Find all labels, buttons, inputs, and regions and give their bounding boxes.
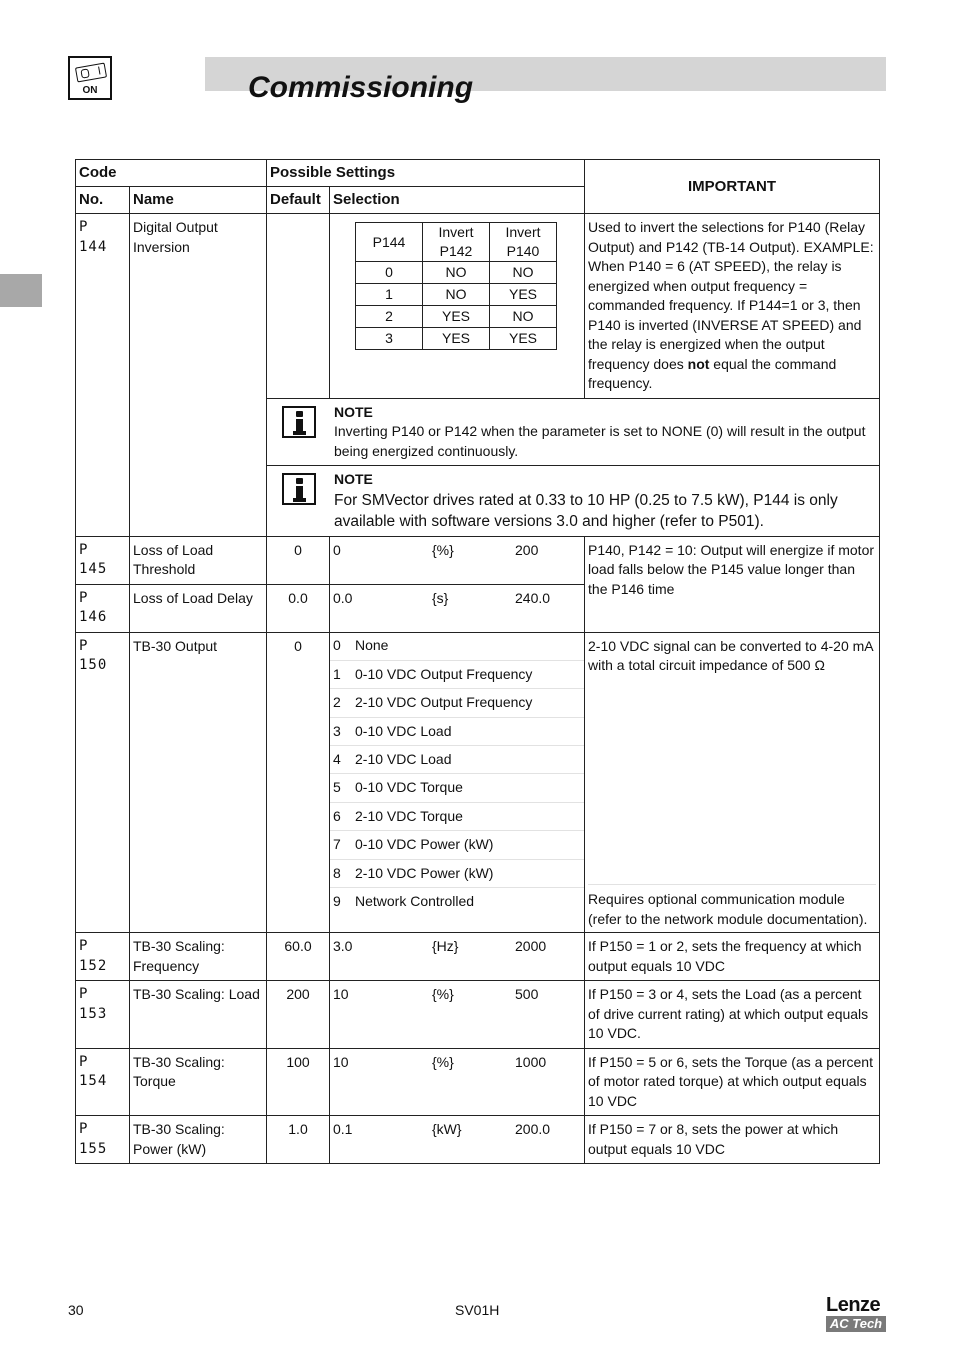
note-title: NOTE (334, 471, 373, 487)
note-content (334, 470, 876, 532)
param-code: P 146 (76, 584, 130, 632)
list-item (330, 888, 584, 932)
important-emphasis: not (687, 355, 710, 372)
range-min: 3.0 (333, 938, 353, 955)
page-number: 30 (68, 1302, 84, 1318)
param-default: 0 (267, 536, 330, 584)
note-cell (267, 398, 880, 466)
param-default: 0 (267, 632, 330, 933)
important-text-network: Requires optional communication module (refer to the network module documentation). (588, 884, 876, 929)
range-unit: {%} (432, 986, 454, 1003)
inversion-row (356, 306, 557, 328)
logo-wordmark: Lenze (826, 1294, 881, 1316)
param-default: 1.0 (267, 1116, 330, 1164)
inversion-header-row (356, 223, 557, 262)
range-unit: {kW} (432, 1121, 462, 1138)
logo-subbrand: AC Tech (826, 1316, 886, 1332)
param-default: 200 (267, 981, 330, 1049)
inversion-row (356, 284, 557, 306)
param-name: TB-30 Scaling: Load (130, 981, 267, 1049)
option-number: 3 (333, 722, 341, 739)
param-code: P 155 (76, 1116, 130, 1164)
param-code: P 153 (76, 981, 130, 1049)
inversion-cell: 0 (356, 262, 423, 284)
param-name: TB-30 Scaling: Torque (130, 1048, 267, 1116)
param-important: If P150 = 7 or 8, sets the power at which output equals 10 VDC (585, 1116, 880, 1164)
param-selection (330, 536, 585, 584)
range-max: 200 (515, 541, 539, 558)
list-item (330, 689, 584, 717)
table-row-p155 (76, 1116, 880, 1164)
param-code: P 154 (76, 1048, 130, 1116)
selection-header: Selection (330, 187, 585, 214)
list-item (330, 661, 584, 689)
inversion-table (355, 222, 557, 350)
option-label: 2-10 VDC Torque (355, 807, 463, 824)
param-default: 60.0 (267, 933, 330, 981)
range-unit: {%} (432, 1053, 454, 1070)
inversion-cell: 3 (356, 328, 423, 350)
param-important: If P150 = 3 or 4, sets the Load (as a percent of drive current rating) at which output equals 10 VDC. (585, 981, 880, 1049)
note-cell (267, 466, 880, 537)
important-header: IMPORTANT (585, 160, 880, 214)
param-code: P 152 (76, 933, 130, 981)
no-header: No. (76, 187, 130, 214)
option-label: 2-10 VDC Load (355, 751, 452, 767)
param-selection (330, 632, 585, 933)
table-row-p153 (76, 981, 880, 1049)
range-min: 10 (333, 986, 349, 1003)
range-max: 240.0 (515, 589, 551, 606)
inversion-cell: YES (423, 306, 490, 328)
list-item (330, 633, 584, 661)
note-block (270, 470, 876, 532)
param-default (267, 214, 330, 399)
option-label: 0-10 VDC Power (kW) (355, 836, 494, 853)
option-number: 0 (333, 637, 341, 654)
param-code: P 150 (76, 632, 130, 933)
list-item (330, 746, 584, 774)
param-selection (330, 1048, 585, 1116)
parameter-table (75, 159, 880, 1164)
section-tab-marker (0, 274, 42, 307)
possible-settings-header: Possible Settings (267, 160, 585, 187)
param-code: P 145 (76, 536, 130, 584)
param-important: If P150 = 1 or 2, sets the frequency at which output equals 10 VDC (585, 933, 880, 981)
option-number: 5 (333, 779, 341, 796)
option-label: 2-10 VDC Output Frequency (355, 694, 533, 711)
inversion-cell: YES (490, 328, 557, 350)
lenze-logo (826, 1295, 886, 1332)
list-item (330, 774, 584, 802)
range-max: 500 (515, 986, 539, 1003)
param-name: TB-30 Scaling: Frequency (130, 933, 267, 981)
name-header: Name (130, 187, 267, 214)
info-icon (282, 473, 316, 505)
note-text: Inverting P140 or P142 when the parameter is set to NONE (0) will result in the output being energized continuously. (334, 423, 866, 459)
range-unit: {s} (432, 589, 449, 606)
param-selection (330, 584, 585, 632)
param-name: TB-30 Output (130, 632, 267, 933)
important-text-end: equal the command frequency. (588, 355, 837, 391)
param-name: Loss of Load Threshold (130, 536, 267, 584)
param-selection (330, 933, 585, 981)
table-row-p144 (76, 214, 880, 399)
inversion-cell: NO (490, 306, 557, 328)
option-label: 0-10 VDC Torque (355, 779, 463, 796)
range-unit: {%} (432, 541, 454, 558)
range-max: 2000 (515, 938, 547, 955)
switch-shape (75, 63, 107, 83)
param-important (585, 632, 880, 933)
range-unit: {Hz} (432, 938, 459, 955)
inversion-cell: NO (490, 262, 557, 284)
param-selection (330, 214, 585, 399)
table-row-p154 (76, 1048, 880, 1116)
range-min: 10 (333, 1053, 349, 1070)
note-text: For SMVector drives rated at 0.33 to 10 HP (0.25 to 7.5 kW), P144 is only available with software versions 3.0 and higher (refer to P501). (334, 491, 838, 530)
option-number: 7 (333, 836, 341, 853)
param-selection (330, 1116, 585, 1164)
document-code: SV01H (455, 1302, 500, 1318)
option-number: 9 (333, 893, 341, 910)
param-name: Loss of Load Delay (130, 584, 267, 632)
note-content (334, 403, 876, 462)
range-min: 0.1 (333, 1121, 353, 1138)
inversion-cell: NO (423, 284, 490, 306)
icon-label: ON (82, 85, 98, 96)
code-header: Code (76, 160, 267, 187)
range-min: 0 (333, 541, 341, 558)
param-default: 0.0 (267, 584, 330, 632)
inversion-cell: YES (490, 284, 557, 306)
option-number: 8 (333, 864, 341, 881)
param-selection (330, 981, 585, 1049)
range-max: 200.0 (515, 1121, 551, 1138)
default-header: Default (267, 187, 330, 214)
important-text: 2-10 VDC signal can be converted to 4-20 mA with a total circuit impedance of 500 Ω (588, 637, 873, 673)
param-important: If P150 = 5 or 6, sets the Torque (as a percent of motor rated torque) at which output equals 10 VDC (585, 1048, 880, 1116)
param-code: P 144 (76, 214, 130, 537)
inversion-row (356, 328, 557, 350)
param-important: P140, P142 = 10: Output will energize if motor load falls below the P145 value longer than the P146 time (585, 536, 880, 632)
table-row-p145 (76, 536, 880, 584)
option-number: 4 (333, 751, 341, 767)
note-title: NOTE (334, 403, 373, 420)
power-switch-icon (68, 56, 112, 100)
inversion-cell: 1 (356, 284, 423, 306)
range-max: 1000 (515, 1053, 547, 1070)
inversion-head: Invert P142 (423, 223, 490, 262)
header-row-1 (76, 160, 880, 187)
option-label: None (355, 637, 389, 654)
option-number: 1 (333, 665, 341, 682)
option-label: Network Controlled (355, 893, 475, 910)
inversion-cell: YES (423, 328, 490, 350)
option-number: 6 (333, 807, 341, 824)
inversion-head: P144 (356, 223, 423, 262)
range-min: 0.0 (333, 589, 353, 606)
note-block (270, 403, 876, 462)
param-important (585, 214, 880, 399)
inversion-head: Invert P140 (490, 223, 557, 262)
option-label: 2-10 VDC Power (kW) (355, 864, 494, 881)
param-default: 100 (267, 1048, 330, 1116)
inversion-cell: 2 (356, 306, 423, 328)
option-number: 2 (333, 694, 341, 711)
list-item (330, 718, 584, 746)
list-item (330, 803, 584, 831)
inversion-row (356, 262, 557, 284)
option-label: 0-10 VDC Output Frequency (355, 665, 533, 682)
table-row-p152 (76, 933, 880, 981)
page-title: Commissioning (248, 71, 474, 104)
list-item (330, 860, 584, 888)
param-name: TB-30 Scaling: Power (kW) (130, 1116, 267, 1164)
option-label: 0-10 VDC Load (355, 722, 452, 739)
important-text: Used to invert the selections for P140 (Relay Output) and P142 (TB-14 Output). EXAMPLE: When P140 = 6 (AT SPEED), the relay is energized when output frequency = commanded frequency. If P144=1 or 3, then P140 is inverted (INVERSE AT SPEED) and the relay is energized when the output frequency does (588, 219, 874, 372)
inversion-cell: NO (423, 262, 490, 284)
info-icon (282, 406, 316, 438)
param-name: Digital Output Inversion (130, 214, 267, 537)
table-row-p150 (76, 632, 880, 933)
list-item (330, 831, 584, 859)
